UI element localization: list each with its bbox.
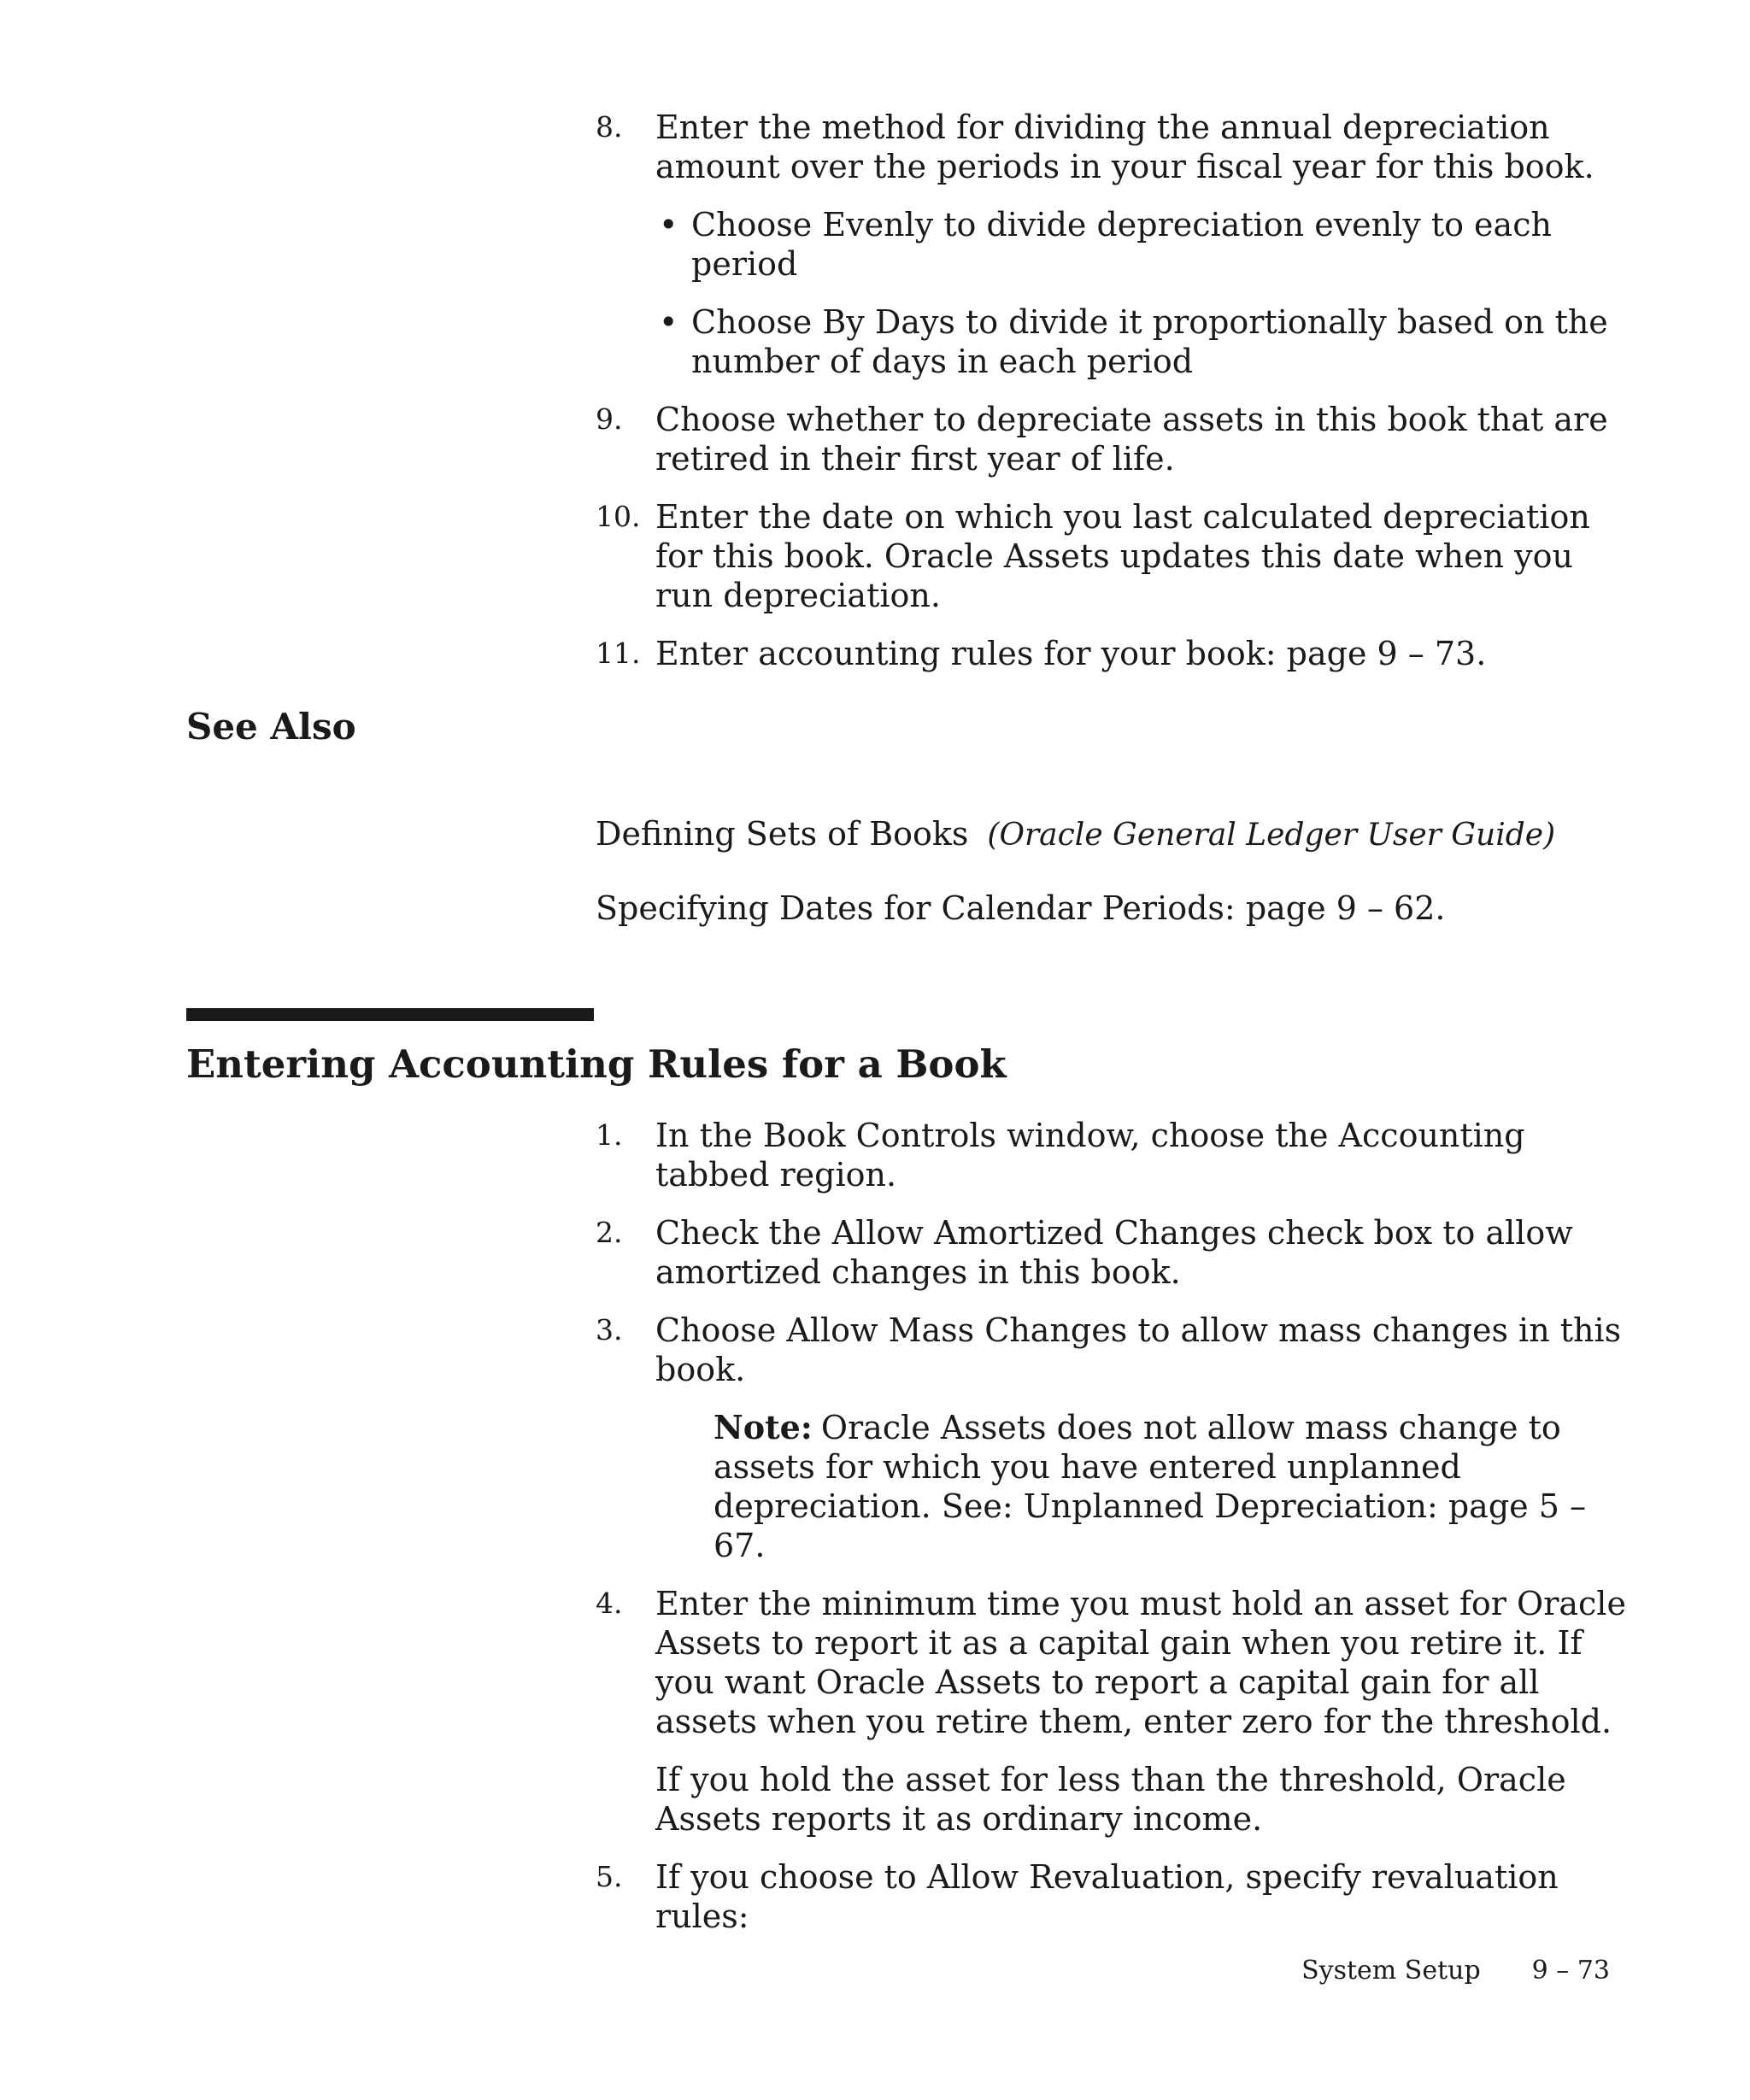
section-divider — [186, 1008, 594, 1021]
step-number: 4. — [596, 1587, 623, 1620]
page-footer — [1301, 1955, 1610, 1987]
step-followup-text: If you hold the asset for less than the threshold, Oracle Assets reports it as ordinary income. — [655, 1761, 1566, 1838]
note-text: Oracle Assets does not allow mass change to assets for which you have entered unplanned depreciation. See: Unplanned Depreciation: page 5 – 67. — [714, 1409, 1586, 1564]
list-item — [596, 108, 1630, 381]
bullet-text: Choose By Days to divide it proportionally based on the number of days in each period — [691, 303, 1608, 380]
see-also-reference — [596, 814, 1555, 855]
note-block — [714, 1408, 1630, 1565]
reference-title: Defining Sets of Books — [596, 815, 969, 853]
list-item — [596, 400, 1630, 478]
step-text: Enter accounting rules for your book: page 9 – 73. — [655, 635, 1487, 672]
page-number: 9 – 73 — [1531, 1956, 1610, 1986]
step-number: 3. — [596, 1313, 623, 1346]
bullet-item — [655, 302, 1630, 381]
step-number: 1. — [596, 1118, 623, 1152]
reference-source: (Oracle General Ledger User Guide) — [987, 818, 1556, 853]
depreciation-steps-list — [596, 108, 1630, 692]
step-number: 10. — [596, 500, 641, 533]
step-text: Enter the date on which you last calculated depreciation for this book. Oracle Assets updates this date when you run depreciation. — [655, 498, 1590, 614]
accounting-rules-steps-list — [596, 1116, 1630, 1955]
list-item — [596, 1857, 1630, 1936]
step-text: In the Book Controls window, choose the Accounting tabbed region. — [655, 1117, 1525, 1194]
section-title: Entering Accounting Rules for a Book — [186, 1041, 1007, 1087]
list-item — [596, 634, 1630, 673]
see-also-reference — [596, 889, 1445, 928]
step-text: Choose Allow Mass Changes to allow mass changes in this book. — [655, 1311, 1622, 1388]
footer-section: System Setup — [1301, 1956, 1481, 1986]
bullet-list — [655, 205, 1630, 381]
list-item — [596, 1311, 1630, 1565]
bullet-item — [655, 205, 1630, 284]
list-item — [596, 1213, 1630, 1292]
step-number: 2. — [596, 1216, 623, 1249]
bullet-icon: • — [659, 303, 678, 341]
note-label: Note: — [714, 1408, 813, 1446]
bullet-icon: • — [659, 206, 678, 243]
list-item — [596, 497, 1630, 615]
step-text: Enter the method for dividing the annual depreciation amount over the periods in your fiscal year for this book. — [655, 109, 1594, 185]
see-also-heading: See Also — [186, 706, 356, 748]
step-text: If you choose to Allow Revaluation, specify revaluation rules: — [655, 1858, 1559, 1935]
step-number: 5. — [596, 1860, 623, 1893]
step-number: 8. — [596, 110, 623, 144]
step-text: Enter the minimum time you must hold an asset for Oracle Assets to report it as a capital gain when you retire it. If you want Oracle Assets to report a capital gain for all assets when you retire them, enter zero for the threshold. — [655, 1585, 1626, 1740]
step-text: Check the Allow Amortized Changes check box to allow amortized changes in this book. — [655, 1214, 1573, 1291]
list-item — [596, 1584, 1630, 1839]
step-number: 11. — [596, 636, 641, 670]
step-number: 9. — [596, 402, 623, 436]
bullet-text: Choose Evenly to divide depreciation evenly to each period — [691, 206, 1552, 283]
list-item — [596, 1116, 1630, 1194]
step-text: Choose whether to depreciate assets in this book that are retired in their first year of life. — [655, 401, 1608, 478]
reference-title: Specifying Dates for Calendar Periods: page 9 – 62. — [596, 889, 1446, 927]
